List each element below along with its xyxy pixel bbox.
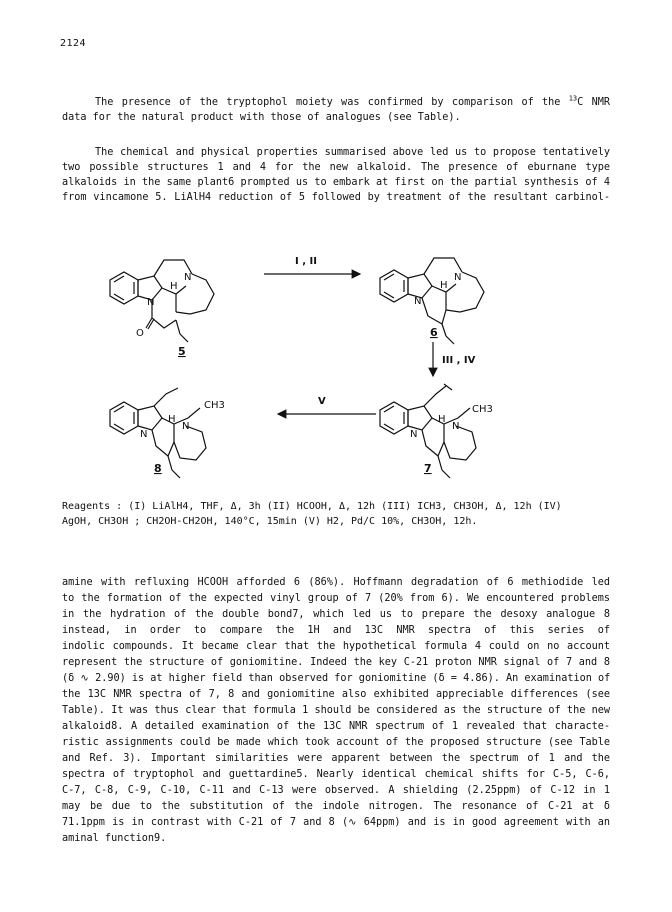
arrow-label-3: V bbox=[318, 396, 326, 407]
atom-H-7: H bbox=[438, 414, 446, 425]
para3-line-15: may be due to the substitution of the indole nitrogen. The resonance of C-21 at δ bbox=[62, 801, 610, 812]
para3-line-11: ristic assignments could be made which took account of the proposed structure (see Table bbox=[62, 737, 610, 748]
atom-O-5: O bbox=[136, 328, 144, 339]
atom-H-8: H bbox=[168, 414, 176, 425]
atom-N-8: N bbox=[182, 421, 190, 432]
atom-N-6: N bbox=[454, 272, 462, 283]
para3-line-4: instead, in order to compare the 1H and 13C NMR spectra of this series of bbox=[62, 625, 610, 636]
para1-line-2: data for the natural product with those of analogues (see Table). bbox=[62, 112, 461, 123]
atom-N-5: N bbox=[184, 272, 192, 283]
para3-line-14: C-7, C-8, C-9, C-10, C-11 and C-13 were observed. A shielding (2.25ppm) of C-12 in 1 bbox=[62, 785, 610, 796]
arrow-label-2: III , IV bbox=[442, 355, 476, 366]
methyl-7: CH3 bbox=[472, 404, 493, 415]
para2-line-2: two possible structures 1 and 4 for the new alkaloid. The presence of eburnane type bbox=[62, 162, 610, 173]
reagents-line-2: AgOH, CH3OH ; CH2OH-CH2OH, 140°C, 15min (V) H2, Pd/C 10%, CH3OH, 12h. bbox=[62, 516, 478, 527]
para2-line-1: The chemical and physical properties summarised above led us to propose tentatively bbox=[95, 147, 610, 158]
atom-N-5b: N bbox=[147, 297, 155, 308]
atom-H-5: H bbox=[170, 281, 178, 292]
atom-N-8b: N bbox=[140, 429, 148, 440]
para3-line-10: alkaloid8. A detailed examination of the 13C NMR spectrum of 1 revealed that characte- bbox=[62, 721, 610, 732]
para3-line-12: and Ref. 3). Important similarities were apparent between the spectrum of 1 and the bbox=[62, 753, 610, 764]
para3-line-8: the 13C NMR spectra of 7, 8 and goniomitine also exhibited appreciable differences (see bbox=[62, 689, 610, 700]
arrow-label-1: I , II bbox=[295, 256, 317, 267]
para3-line-7: (δ ∿ 2.90) is at higher field than observed for goniomitine (δ = 4.86). An examination of bbox=[62, 673, 611, 684]
label-5: 5 bbox=[178, 345, 186, 358]
reaction-scheme bbox=[80, 218, 620, 490]
page-number: 2124 bbox=[60, 38, 87, 49]
para3-line-3: in the hydration of the double bond7, which led us to prepare the desoxy analogue 8 bbox=[62, 609, 610, 620]
para3-line-16: 71.1ppm is in contrast with C-21 of 7 and 8 (∿ 64ppm) and is in good agreement with an bbox=[62, 817, 610, 828]
atom-H-6: H bbox=[440, 280, 448, 291]
para3-line-1: amine with refluxing HCOOH afforded 6 (86%). Hoffmann degradation of 6 methiodide led bbox=[62, 577, 610, 588]
para2-line-3: alkaloids in the same plant6 prompted us to embark at first on the partial synthesis of 4 bbox=[62, 177, 610, 188]
para1-line-1: The presence of the tryptophol moiety was confirmed by comparison of the $^{13}$C NMR bbox=[95, 94, 610, 108]
label-6: 6 bbox=[430, 326, 438, 339]
para3-line-2: to the formation of the expected vinyl group of 7 (20% from 6). We encountered problems bbox=[62, 593, 610, 604]
reagents-line-1: Reagents : (I) LiAlH4, THF, Δ, 3h (II) HCOOH, Δ, 12h (III) ICH3, CH3OH, Δ, 12h (IV) bbox=[62, 501, 562, 512]
methyl-8: CH3 bbox=[204, 400, 225, 411]
para3-line-13: spectra of tryptophol and guettardine5. Nearly identical chemical shifts for C-5, C-6, bbox=[62, 769, 610, 780]
structure-5 bbox=[110, 260, 214, 342]
para3-line-17: aminal function9. bbox=[62, 833, 167, 844]
atom-N-6b: N bbox=[414, 296, 422, 307]
atom-N-7: N bbox=[452, 421, 460, 432]
para3-line-6: represent the structure of goniomitine. Indeed the key C-21 proton NMR signal of 7 and 8 bbox=[62, 657, 610, 668]
atom-N-7b: N bbox=[410, 429, 418, 440]
para3-line-9: Table). It was thus clear that formula 1 should be considered as the structure of the new bbox=[62, 705, 610, 716]
para3-line-5: indolic compounds. It became clear that the hypothetical formula 4 could on no account bbox=[62, 641, 610, 652]
label-8: 8 bbox=[154, 462, 162, 475]
para2-line-4: from vincamone 5. LiAlH4 reduction of 5 followed by treatment of the resultant carbinol- bbox=[62, 192, 610, 203]
label-7: 7 bbox=[424, 462, 432, 475]
